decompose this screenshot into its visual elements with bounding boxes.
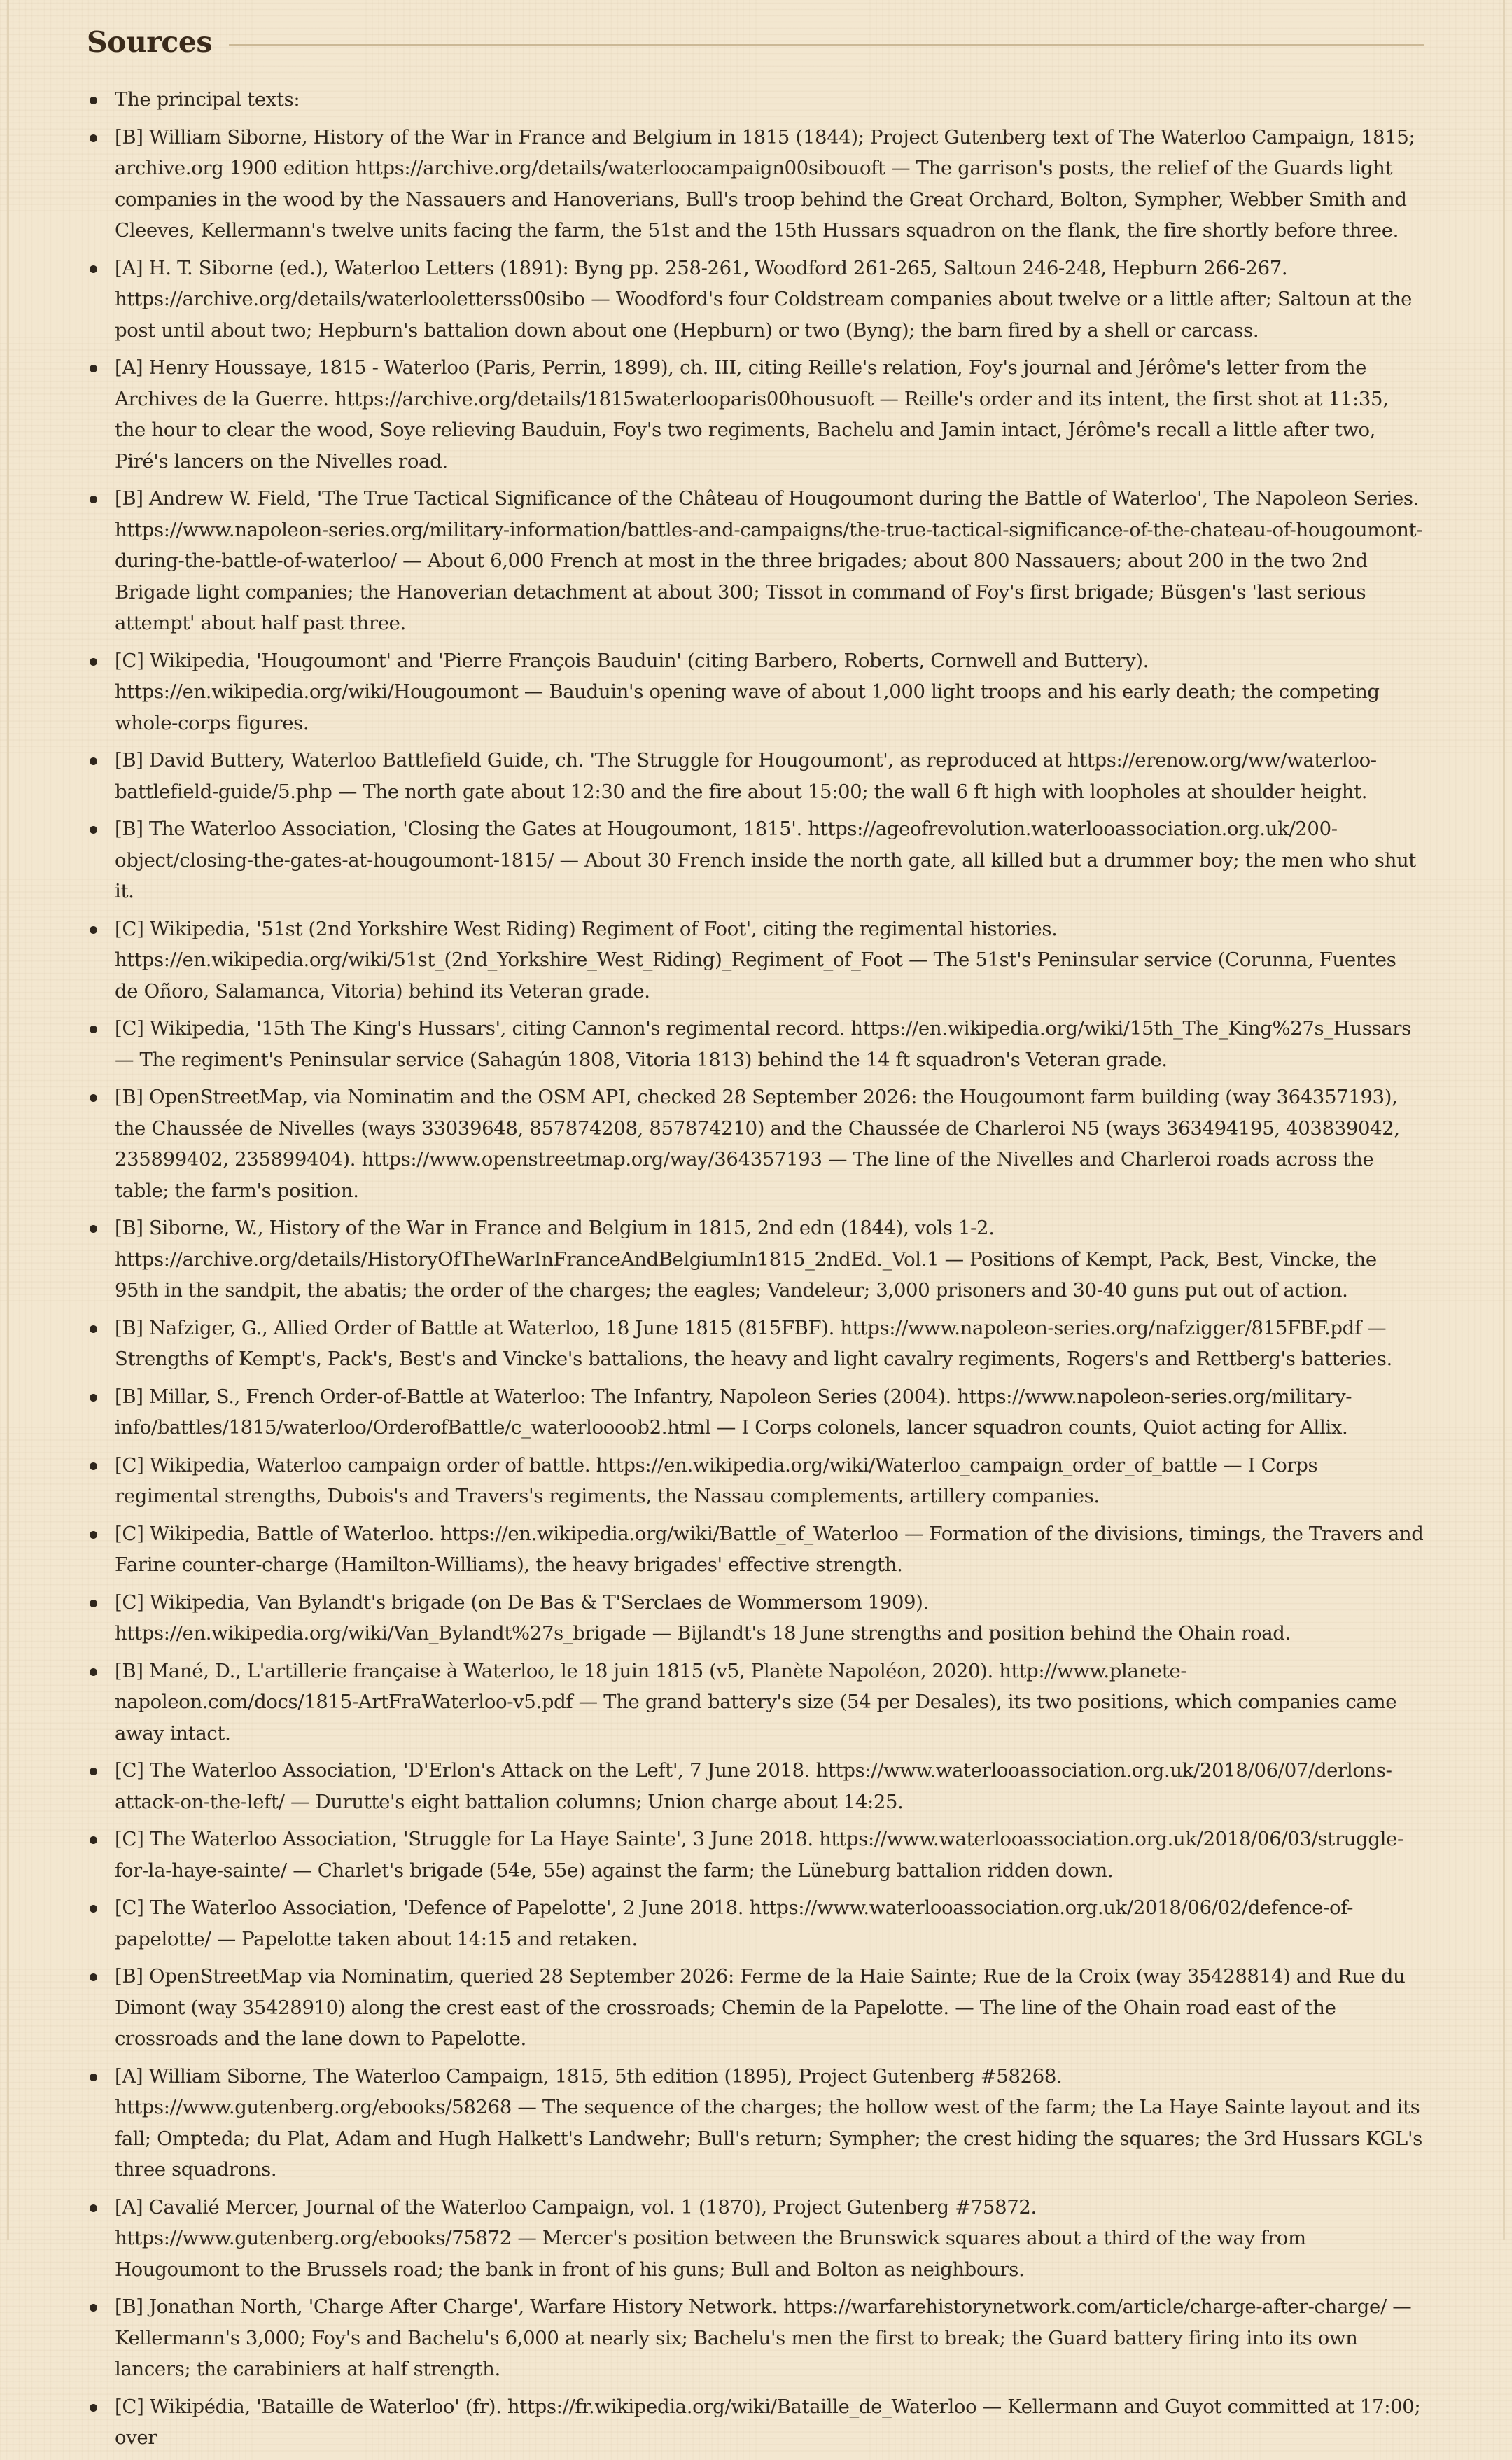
source-item: [B] Andrew W. Field, 'The True Tactical Significance of the Château of Hougoumont during the Battle of Waterloo', The Napoleon Series. https://www.napoleon-series.org/military-information/battles-and-campaigns/the-true-tactical-significance-of-the-chateau-of-hougoumont-during-the-battle-of-waterloo/ — About 6,000 French at most in the three brigades; about 800 Nassauers; about 200 in the two 2nd Brigade light companies; the Hanoverian detachment at about 300; Tissot in command of Foy's first brigade; Büsgen's 'last serious attempt' about half past three. [87, 483, 1424, 639]
source-item: [B] William Siborne, History of the War in France and Belgium in 1815 (1844); Project Gutenberg text of The Waterloo Campaign, 1815; archive.org 1900 edition https://archive.org/details/waterloocampaign00sibouoft — The garrison's posts, the relief of the Guards light companies in the wood by the Nassauers and Hanoverians, Bull's troop behind the Great Orchard, Bolton, Sympher, Webber Smith and Cleeves, Kellermann's twelve units facing the farm, the 51st and the 15th Hussars squadron on the flank, the fire shortly before three. [87, 122, 1424, 246]
sources-section [87, 20, 1424, 2460]
source-item: [B] Siborne, W., History of the War in France and Belgium in 1815, 2nd edn (1844), vols 1-2. https://archive.org/details/HistoryOfTheWarInFranceAndBelgiumIn1815_2ndEd._Vol.1 — Positions of Kempt, Pack, Best, Vincke, the 95th in the sandpit, the abatis; the order of the charges; the eagles; Vandeleur; 3,000 prisoners and 30-40 guns put out of action. [87, 1212, 1424, 1306]
source-item: [A] Henry Houssaye, 1815 - Waterloo (Paris, Perrin, 1899), ch. III, citing Reille's relation, Foy's journal and Jérôme's letter from the Archives de la Guerre. https://archive.org/details/1815waterlooparis00housuoft — Reille's order and its intent, the first shot at 11:35, the hour to clear the wood, Soye relieving Bauduin, Foy's two regiments, Bachelu and Jamin intact, Jérôme's recall a little after two, Piré's lancers on the Nivelles road. [87, 352, 1424, 477]
source-item: [C] Wikipedia, Battle of Waterloo. https://en.wikipedia.org/wiki/Battle_of_Waterloo — Formation of the divisions, timings, the Travers and Farine counter-charge (Hamilton-Williams), the heavy brigades' effective strength. [87, 1518, 1424, 1581]
section-title: Sources [87, 25, 212, 59]
source-item: [C] Wikipedia, '51st (2nd Yorkshire West Riding) Regiment of Foot', citing the regimental histories. https://en.wikipedia.org/wiki/51st_(2nd_Yorkshire_West_Riding)_Regiment_of_Foot — The 51st's Peninsular service (Corunna, Fuentes de Oñoro, Salamanca, Vitoria) behind its Veteran grade. [87, 914, 1424, 1007]
source-item: [C] The Waterloo Association, 'Struggle for La Haye Sainte', 3 June 2018. https://www.waterlooassociation.org.uk/2018/06/03/struggle-for-la-haye-sainte/ — Charlet's brigade (54e, 55e) against the farm; the Lüneburg battalion ridden down. [87, 1824, 1424, 1886]
page-border-left [7, 0, 9, 2240]
source-item: [B] David Buttery, Waterloo Battlefield Guide, ch. 'The Struggle for Hougoumont', as reproduced at https://erenow.org/ww/waterloo-battlefield-guide/5.php — The north gate about 12:30 and the fire about 15:00; the wall 6 ft high with loopholes at shoulder height. [87, 745, 1424, 807]
source-item: [C] Wikipedia, Van Bylandt's brigade (on De Bas & T'Serclaes de Wommersom 1909). https://en.wikipedia.org/wiki/Van_Bylandt%27s_brigade — Bijlandt's 18 June strengths and position behind the Ohain road. [87, 1587, 1424, 1649]
source-item: [A] Cavalié Mercer, Journal of the Waterloo Campaign, vol. 1 (1870), Project Gutenberg #75872. https://www.gutenberg.org/ebooks/75872 — Mercer's position between the Brunswick squares about a third of the way from Hougoumont to the Brussels road; the bank in front of his guns; Bull and Bolton as neighbours. [87, 2192, 1424, 2286]
source-item: [C] The Waterloo Association, 'D'Erlon's Attack on the Left', 7 June 2018. https://www.waterlooassociation.org.uk/2018/06/07/derlons-attack-on-the-left/ — Durutte's eight battalion columns; Union charge about 14:25. [87, 1755, 1424, 1817]
source-item: [B] OpenStreetMap, via Nominatim and the OSM API, checked 28 September 2026: the Hougoumont farm building (way 364357193), the Chaussée de Nivelles (ways 33039648, 857874208, 857874210) and the Chaussée de Charleroi N5 (ways 363494195, 403839042, 235899402, 235899404). https://www.openstreetmap.org/way/364357193 — The line of the Nivelles and Charleroi roads across the table; the farm's position. [87, 1082, 1424, 1206]
source-item: [C] Wikipedia, 'Hougoumont' and 'Pierre François Bauduin' (citing Barbero, Roberts, Cornwell and Buttery). https://en.wikipedia.org/wiki/Hougoumont — Bauduin's opening wave of about 1,000 light troops and his early death; the competing whole-corps figures. [87, 645, 1424, 739]
source-item: [B] Mané, D., L'artillerie française à Waterloo, le 18 juin 1815 (v5, Planète Napoléon, 2020). http://www.planete-napoleon.com/docs/1815-ArtFraWaterloo-v5.pdf — The grand battery's size (54 per Desales), its two positions, which companies came away intact. [87, 1656, 1424, 1749]
source-item: [C] Wikipedia, Waterloo campaign order of battle. https://en.wikipedia.org/wiki/Waterloo_campaign_order_of_battle — I Corps regimental strengths, Dubois's and Travers's regiments, the Nassau complements, artillery companies. [87, 1450, 1424, 1512]
source-item: [A] William Siborne, The Waterloo Campaign, 1815, 5th edition (1895), Project Gutenberg #58268. https://www.gutenberg.org/ebooks/58268 — The sequence of the charges; the hollow west of the farm; the La Haye Sainte layout and its fall; Ompteda; du Plat, Adam and Hugh Halkett's Landwehr; Bull's return; Sympher; the crest hiding the squares; the 3rd Hussars KGL's three squadrons. [87, 2061, 1424, 2186]
section-header [87, 20, 1424, 64]
source-item: [B] Jonathan North, 'Charge After Charge', Warfare History Network. https://warfarehistorynetwork.com/article/charge-after-charge/ — Kellermann's 3,000; Foy's and Bachelu's 6,000 at nearly six; Bachelu's men the first to break; the Guard battery firing into its own lancers; the carabiniers at half strength. [87, 2291, 1424, 2385]
source-item: [C] The Waterloo Association, 'Defence of Papelotte', 2 June 2018. https://www.waterlooassociation.org.uk/2018/06/02/defence-of-papelotte/ — Papelotte taken about 14:15 and retaken. [87, 1892, 1424, 1955]
source-item: [B] Nafziger, G., Allied Order of Battle at Waterloo, 18 June 1815 (815FBF). https://www.napoleon-series.org/nafzigger/815FBF.pdf — Strengths of Kempt's, Pack's, Best's and Vincke's battalions, the heavy and light cavalry regiments, Rogers's and Rettberg's batteries. [87, 1313, 1424, 1375]
source-item: [B] OpenStreetMap via Nominatim, queried 28 September 2026: Ferme de la Haie Sainte; Rue de la Croix (way 35428814) and Rue du Dimont (way 35428910) along the crest east of the crossroads; Chemin de la Papelotte. — The line of the Ohain road east of the crossroads and the lane down to Papelotte. [87, 1961, 1424, 2055]
source-item: The principal texts: [87, 84, 1424, 116]
source-item: [B] The Waterloo Association, 'Closing the Gates at Hougoumont, 1815'. https://ageofrevolution.waterlooassociation.org.uk/200-object/closing-the-gates-at-hougoumont-1815/ — About 30 French inside the north gate, all killed but a drummer boy; the men who shut it. [87, 813, 1424, 907]
source-item: [A] H. T. Siborne (ed.), Waterloo Letters (1891): Byng pp. 258-261, Woodford 261-265, Saltoun 246-248, Hepburn 266-267. https://archive.org/details/waterlooletterss00sibo — Woodford's four Coldstream companies about twelve or a little after; Saltoun at the post until about two; Hepburn's battalion down about one (Hepburn) or two (Byng); the barn fired by a shell or carcass. [87, 253, 1424, 347]
source-item: [C] Wikipédia, 'Bataille de Waterloo' (fr). https://fr.wikipedia.org/wiki/Bataille_de_Waterloo — Kellermann and Guyot committed at 17:00; over [87, 2391, 1424, 2454]
source-item: [B] Millar, S., French Order-of-Battle at Waterloo: The Infantry, Napoleon Series (2004). https://www.napoleon-series.org/military-info/battles/1815/waterloo/OrderofBattle/c_waterloooob2.html — I Corps colonels, lancer squadron counts, Quiot acting for Allix. [87, 1381, 1424, 1444]
section-title-rule [229, 44, 1424, 46]
source-list [87, 84, 1424, 2454]
source-item: [C] Wikipedia, '15th The King's Hussars', citing Cannon's regimental record. https://en.wikipedia.org/wiki/15th_The_King%27s_Hussars — The regiment's Peninsular service (Sahagún 1808, Vitoria 1813) behind the 14 ft squadron's Veteran grade. [87, 1013, 1424, 1075]
page-border-right [1503, 0, 1505, 2240]
